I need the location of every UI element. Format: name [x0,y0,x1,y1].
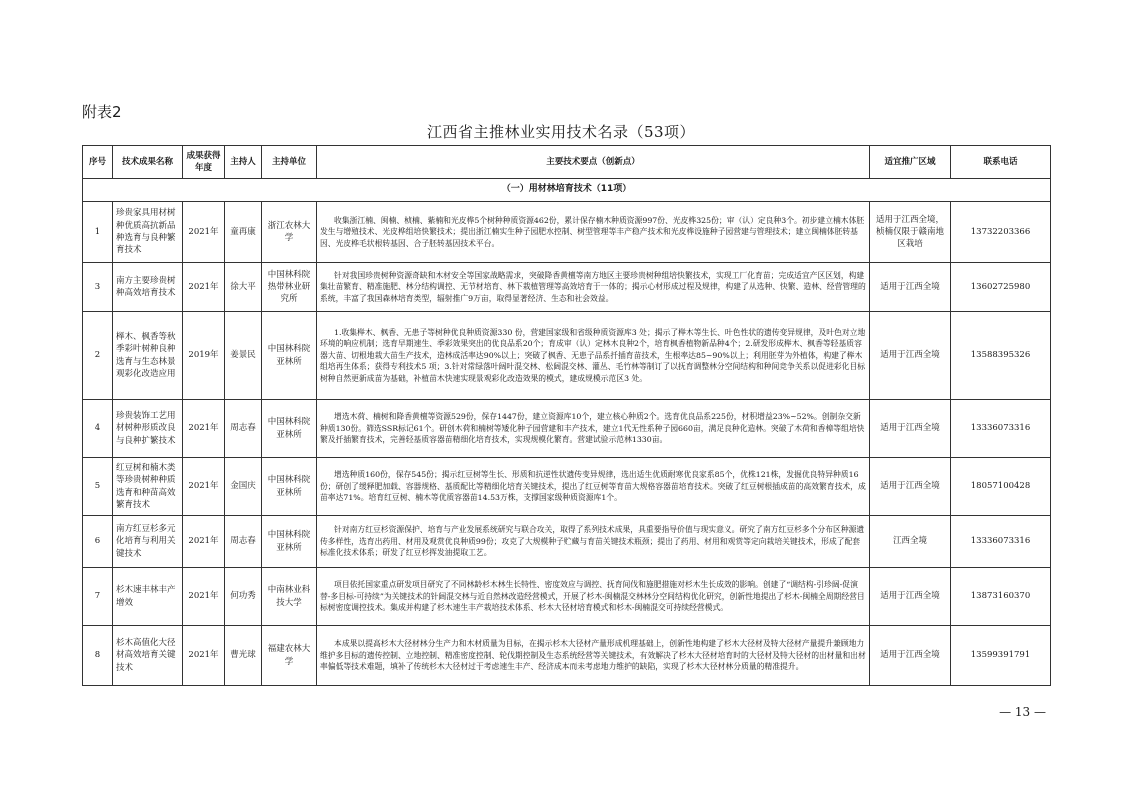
cell-points: 收集浙江楠、闽楠、桢楠、紫楠和光皮桦5个树种种质资源462份，累计保存楠木种质资源997份、光皮桦325份；审（认）定良种3个。初步建立楠木体胚发生与增殖技术、光皮桦组培快繁技术；提出浙江楠实生种子园肥水控制、树型管理等丰产稳产技术和光皮桦设施种子园营建与管理技术；建立闽楠体胚转基因、光皮桦毛状根转基因、合子胚转基因技术平台。 [317,202,870,263]
cell-host: 徐大平 [225,263,262,312]
cell-unit: 中国林科院亚林所 [262,516,317,568]
document-title: 江西省主推林业实用技术名录（53项） [426,123,696,141]
cell-name: 榉木、枫香等秋季彩叶树种良种选育与生态林景观彩化改造应用 [113,312,183,400]
technology-catalog-table [82,145,1051,686]
table-row [83,263,1051,312]
cell-year: 2021年 [183,202,225,263]
cell-region: 适用于江西全境 [870,626,951,686]
cell-region: 适用于江西全境 [870,400,951,458]
cell-name: 杉木高值化大径材高效培育关键技术 [113,626,183,686]
cell-name: 南方主要珍贵树种高效培育技术 [113,263,183,312]
cell-phone: 13588395326 [951,312,1051,400]
header-points: 主要技术要点（创新点） [317,146,870,179]
cell-unit: 中国林科院亚林所 [262,458,317,516]
cell-phone: 13336073316 [951,516,1051,568]
header-region: 适宜推广区域 [870,146,951,179]
cell-host: 姜景民 [225,312,262,400]
cell-unit: 中南林业科技大学 [262,568,317,626]
cell-points: 项目依托国家重点研发项目研究了不同林龄杉木林生长特性、密度效应与调控、抚育间伐和施肥措施对杉木生长成效的影响。创建了“调结构-引珍阔-促演替-多目标-可持续”为关键技术的针阔混交林与近自然林改造经营模式，开展了杉木-闽楠混交林林分空间结构优化研究，创新性地提出了杉木-闽楠全周期经营目标树密度调控技术。集成并构建了杉木速生丰产栽培技术体系、杉木大径材培育模式和杉木-闽楠混交可持续经营模式。 [317,568,870,626]
cell-region: 江西全境 [870,516,951,568]
cell-phone: 13599391791 [951,626,1051,686]
cell-name: 杉木速丰林丰产增效 [113,568,183,626]
cell-phone: 13732203366 [951,202,1051,263]
cell-points: 1.收集榉木、枫香、无患子等树种优良种质资源330 份，营建国家级和省级种质资源库3 处；揭示了榉木等生长、叶色性状的遗传变异规律，及叶色对立地环境的响应机制；选育早期速生、季彩效果突出的优良品系20个；育成审（认）定林木良种2个，培育枫香植物新品种4个；2.研发形成榉木、枫香等轻基质容器大苗、切根地栽大苗生产技术，造林成活率达90%以上；突破了枫香、无患子品系扦插育苗技术，生根率达85~90%以上；利用胚芽为外植体，构建了榉木组培再生体系；获得专利技术5 项；3.针对常绿落叶阔叶混交林、松阔混交林、灌丛、毛竹林等制订了以抚育调整林分空间结构和种间竞争关系以促进彩化目标树种自然更新成苗为基础，补植苗木快速实现景观彩化改造效果的模式，建成规模示范区3 处。 [317,312,870,400]
table-row [83,202,1051,263]
cell-year: 2021年 [183,458,225,516]
cell-points: 针对南方红豆杉资源保护、培育与产业发展系统研究与联合攻关，取得了系列技术成果，具重要指导价值与现实意义。研究了南方红豆杉多个分布区种源遗传多样性，选育出药用、材用及观赏优良种质99份；攻克了大规模种子贮藏与育苗关键技术瓶颈；提出了药用、材用和观赏等定向栽培关键技术，形成了配套标准化技术体系；研发了红豆杉挥发油提取工艺。 [317,516,870,568]
header-unit: 主持单位 [262,146,317,179]
cell-unit: 中国林科院亚林所 [262,312,317,400]
cell-seq: 3 [83,263,113,312]
cell-points: 本成果以提高杉木大径材林分生产力和木材质量为目标，在揭示杉木大径材产量形成机理基础上，创新性地构建了杉木大径材及特大径材产量提升兼顾地力维护多目标的遗传控制、立地控制、精准密度控制、轮伐期控制及生态系统经营等关键技术，有效解决了杉木大径材培育时的大径材及特大径材的出材量和出材率偏低等技术难题，填补了传统杉木大径材过于考虑速生丰产、经济成本而未考虑地力维护的缺陷，实现了杉木大径材林分质量的精准提升。 [317,626,870,686]
cell-year: 2021年 [183,263,225,312]
cell-name: 红豆树和楠木类等珍贵树种种质选育和种苗高效繁育技术 [113,458,183,516]
cell-name: 南方红豆杉多元化培育与利用关键技术 [113,516,183,568]
table-header-row [83,146,1051,179]
cell-year: 2021年 [183,626,225,686]
cell-name: 珍贵家具用材树种优质高抗新品种选育与良种繁育技术 [113,202,183,263]
cell-region: 适用于江西全境 [870,568,951,626]
table-row [83,312,1051,400]
table-row [83,516,1051,568]
header-host: 主持人 [225,146,262,179]
cell-unit: 浙江农林大学 [262,202,317,263]
header-phone: 联系电话 [951,146,1051,179]
cell-points: 增选种质160份，保存545份；揭示红豆树等生长、形质和抗逆性状遗传变异规律，选出适生优质耐寒优良家系85个，优株121株，发掘优良特异种质16份；研创了缓释肥加载、容器规格、基质配比等精细化培育关键技术，提出了红豆树等育苗大规格容器苗培育技术。突破了红豆树根插成苗的高效繁育技术，成苗率达71%。培育红豆树、楠木等优质容器苗14.53万株，支撑国家级种质资源库1个。 [317,458,870,516]
cell-seq: 5 [83,458,113,516]
cell-unit: 福建农林大学 [262,626,317,686]
cell-region: 适用于江西全境 [870,458,951,516]
cell-host: 曹光球 [225,626,262,686]
header-name: 技术成果名称 [113,146,183,179]
page-number: — 13 — [999,705,1046,719]
cell-host: 周志春 [225,516,262,568]
table-row [83,458,1051,516]
cell-region: 适用于江西全境，桢楠仅限于赣南地区栽培 [870,202,951,263]
cell-name: 珍贵装饰工艺用材树种形质改良与良种扩繁技术 [113,400,183,458]
table-row [83,568,1051,626]
cell-phone: 13336073316 [951,400,1051,458]
cell-year: 2021年 [183,400,225,458]
cell-phone: 13873160370 [951,568,1051,626]
cell-unit: 中国林科院亚林所 [262,400,317,458]
cell-year: 2019年 [183,312,225,400]
cell-seq: 2 [83,312,113,400]
cell-seq: 7 [83,568,113,626]
cell-unit: 中国林科院热带林业研究所 [262,263,317,312]
cell-region: 适用于江西全境 [870,312,951,400]
cell-seq: 4 [83,400,113,458]
cell-phone: 18057100428 [951,458,1051,516]
annex-label: 附表2 [82,103,122,121]
cell-region: 适用于江西全境 [870,263,951,312]
cell-year: 2021年 [183,516,225,568]
cell-host: 童再康 [225,202,262,263]
cell-seq: 1 [83,202,113,263]
cell-points: 针对我国珍贵树种资源奇缺和木材安全等国家战略需求，突破降香黄檀等南方地区主要珍贵树种组培快繁技术，实现工厂化育苗；完成适宜产区区划，构建集壮苗繁育、精准施肥、林分结构调控、无节材培育、林下栽植管理等高效培育于一体的；揭示心材形成过程及规律，构建了从选种、快繁、造林、经营管理的系统，丰富了我国森林培育类型，辐射推广9万亩，取得显著经济、生态和社会效益。 [317,263,870,312]
header-seq: 序号 [83,146,113,179]
cell-points: 增选木荷、楠树和降香黄檀等资源529份，保存1447份，建立资源库10个，建立核心种质2个。选育优良品系225份，材积增益23%~52%。创制杂交新种质130份。筛选SSR标记61个。研创木荷和楠树等矮化种子园营建和丰产技术，建立1代无性系种子园660亩，满足良种化造林。突破了木荷和香樟等组培快繁及扦插繁育技术，完善轻基质容器苗精细化培育技术，实现规模化繁育。营建试验示范林1330亩。 [317,400,870,458]
cell-host: 周志春 [225,400,262,458]
section-title: （一）用材林培育技术（11项） [83,179,1051,202]
cell-seq: 6 [83,516,113,568]
cell-seq: 8 [83,626,113,686]
section-row [83,179,1051,202]
table-row [83,400,1051,458]
header-year: 成果获得年度 [183,146,225,179]
table-row [83,626,1051,686]
cell-year: 2021年 [183,568,225,626]
cell-host: 金国庆 [225,458,262,516]
cell-host: 何功秀 [225,568,262,626]
cell-phone: 13602725980 [951,263,1051,312]
